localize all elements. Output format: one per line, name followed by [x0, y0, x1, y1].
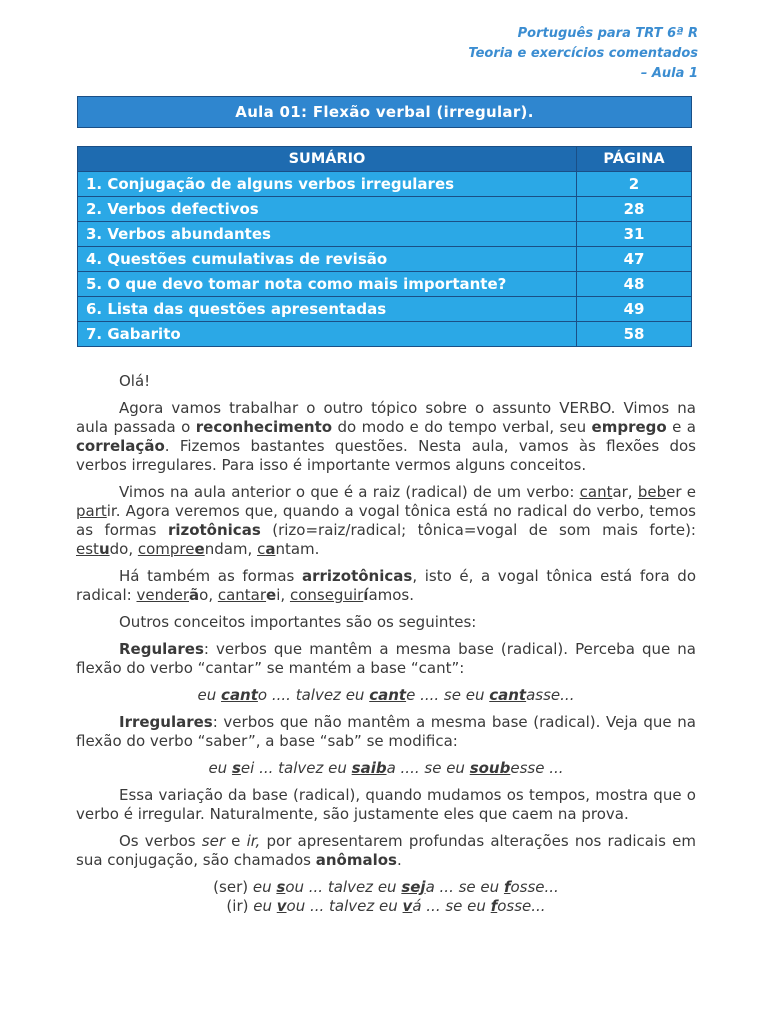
greeting: Olá!: [119, 372, 151, 390]
summary-table: [77, 146, 692, 347]
summary-item: 6. Lista das questões apresentadas: [78, 297, 577, 322]
summary-item: 2. Verbos defectivos: [78, 197, 577, 222]
example-irregular: eu sei ... talvez eu saiba .... se eu soubesse ...: [208, 759, 564, 777]
lesson-title: Aula 01: Flexão verbal (irregular).: [77, 96, 692, 128]
table-row: [78, 172, 692, 197]
page-column-header: PÁGINA: [577, 147, 692, 172]
summary-item: 7. Gabarito: [78, 322, 577, 347]
paragraph-intro: Agora vamos trabalhar o outro tópico sobre o assunto VERBO. Vimos na aula passada o reconhecimento do modo e do tempo verbal, seu emprego e a correlação. Fizemos bastantes questões. Nesta aula, vamos às flexões dos verbos irregulares. Para isso é importante vermos alguns conceitos.: [76, 399, 696, 474]
table-row: [78, 197, 692, 222]
table-row: [78, 297, 692, 322]
summary-item: 1. Conjugação de alguns verbos irregulares: [78, 172, 577, 197]
summary-column-header: SUMÁRIO: [78, 147, 577, 172]
summary-page: 28: [577, 197, 692, 222]
lesson-body: [76, 372, 696, 916]
table-row: [78, 247, 692, 272]
summary-item: 4. Questões cumulativas de revisão: [78, 247, 577, 272]
paragraph-arrizotonicas: Há também as formas arrizotônicas, isto é, a vogal tônica está fora do radical: venderão, cantarei, conseguiríamos.: [76, 567, 697, 604]
example-ser: (ser) eu sou ... talvez eu seja ... se eu fosse...: [213, 878, 559, 896]
summary-item: 3. Verbos abundantes: [78, 222, 577, 247]
page-header: [468, 24, 698, 84]
table-row: [78, 322, 692, 347]
table-row: [78, 272, 692, 297]
paragraph-irregulares: Irregulares: verbos que não mantêm a mesma base (radical). Veja que na flexão do verbo “saber”, a base “sab” se modifica:: [76, 713, 696, 750]
paragraph-radical: Vimos na aula anterior o que é a raiz (radical) de um verbo: cantar, beber e partir. Agora veremos que, quando a vogal tônica está no radical do verbo, temos as formas rizotônicas (rizo=raiz/radical; tônica=vogal de som mais forte): estudo, compreendam, cantam.: [76, 483, 696, 558]
header-lesson: – Aula 1: [640, 66, 698, 81]
paragraph-anomalos: Os verbos ser e ir, por apresentarem profundas alterações nos radicais em sua conjugação, são chamados anômalos.: [76, 832, 696, 869]
table-row: [78, 222, 692, 247]
paragraph-variation: Essa variação da base (radical), quando mudamos os tempos, mostra que o verbo é irregular. Naturalmente, são justamente eles que caem na prova.: [76, 786, 696, 823]
header-course: Português para TRT 6ª R: [517, 26, 698, 41]
summary-page: 48: [577, 272, 692, 297]
example-regular: eu canto .... talvez eu cante .... se eu cantasse...: [197, 686, 575, 704]
paragraph-regulares: Regulares: verbos que mantêm a mesma base (radical). Perceba que na flexão do verbo “cantar” se mantém a base “cant”:: [76, 640, 696, 677]
summary-page: 58: [577, 322, 692, 347]
paragraph-concepts: Outros conceitos importantes são os seguintes:: [119, 613, 477, 631]
summary-page: 2: [577, 172, 692, 197]
summary-page: 31: [577, 222, 692, 247]
header-subtitle: Teoria e exercícios comentados: [468, 46, 698, 61]
example-ir: (ir) eu vou ... talvez eu vá ... se eu fosse...: [226, 897, 546, 915]
summary-header-row: [78, 147, 692, 172]
summary-page: 49: [577, 297, 692, 322]
summary-item: 5. O que devo tomar nota como mais importante?: [78, 272, 577, 297]
summary-page: 47: [577, 247, 692, 272]
